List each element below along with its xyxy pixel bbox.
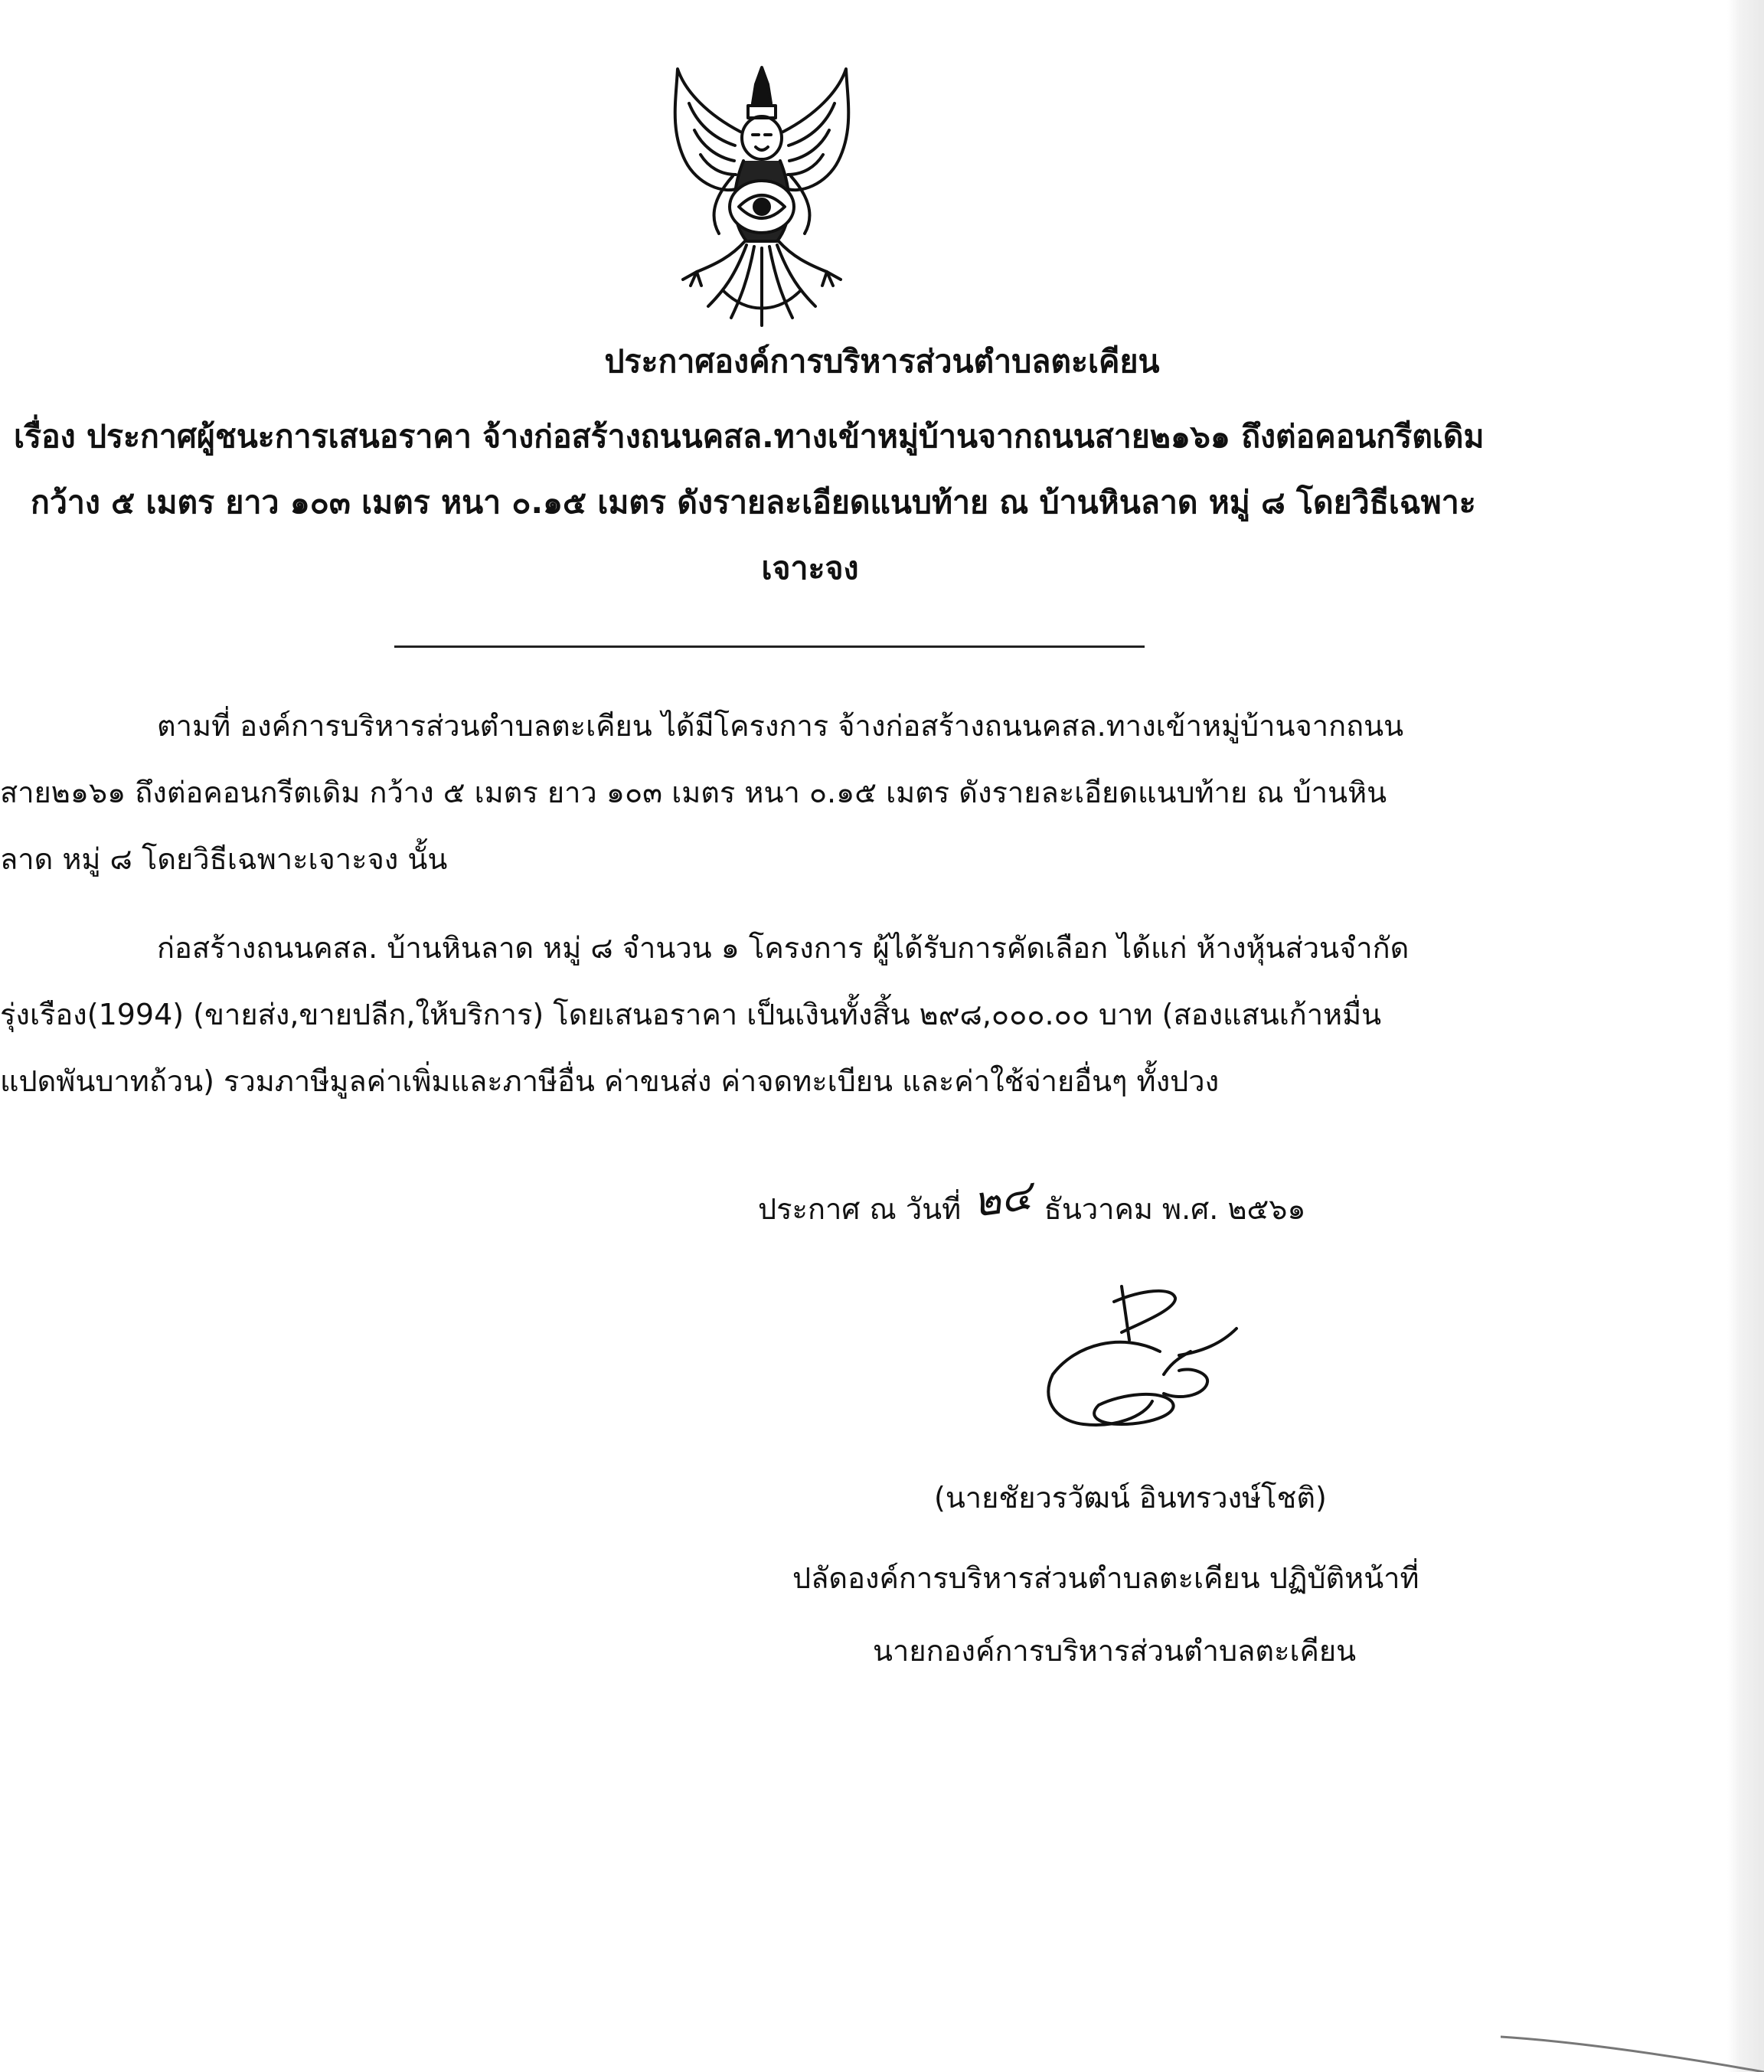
paragraph-line: สาย๒๑๖๑ ถึงต่อคอนกรีตเดิม กว้าง ๕ เมตร ยาว ๑๐๓ เมตร หนา ๐.๑๕ เมตร ดังรายละเอียดแนบท้าย ณ บ้านหิน: [0, 776, 1387, 809]
signer-name: (นายชัยวรวัฒน์ อินทรวงษ์โชติ): [934, 1481, 1327, 1515]
handwritten-signature: [1007, 1267, 1282, 1443]
handwritten-day: ๒๔: [970, 1170, 1035, 1227]
paragraph-line: แปดพันบาทถ้วน) รวมภาษีมูลค่าเพิ่มและภาษีอื่น ค่าขนส่ง ค่าจดทะเบียน และค่าใช้จ่ายอื่นๆ ทั้งปวง: [0, 1064, 1220, 1098]
announcement-body: [0, 693, 1531, 1115]
signer-title: ปลัดองค์การบริหารส่วนตำบลตะเคียน ปฏิบัติหน้าที่: [792, 1561, 1419, 1595]
subject-line: เจาะจง: [761, 550, 859, 587]
announcement-heading: ประกาศองค์การบริหารส่วนตำบลตะเคียน: [604, 343, 1160, 380]
page-corner-shadow: [1501, 2021, 1764, 2072]
announcement-subject: [14, 404, 1545, 601]
paragraph-line: ตามที่ องค์การบริหารส่วนตำบลตะเคียน ได้มีโครงการ จ้างก่อสร้างถนนคสล.ทางเข้าหมู่บ้านจากถนน: [157, 709, 1404, 743]
date-month-year: ธันวาคม พ.ศ. ๒๕๖๑: [1044, 1192, 1306, 1226]
paragraph-line: ลาด หมู่ ๘ โดยวิธีเฉพาะเจาะจง นั้น: [0, 842, 448, 876]
paragraph-line: รุ่งเรือง(1994) (ขายส่ง,ขายปลีก,ให้บริการ) โดยเสนอราคา เป็นเงินทั้งสิ้น ๒๙๘,๐๐๐.๐๐ บาท (สองแสนเก้าหมื่น: [0, 998, 1382, 1031]
date-prefix: ประกาศ ณ วันที่: [758, 1192, 962, 1226]
garuda-emblem-icon: [655, 61, 869, 337]
page-edge-shadow: [1727, 0, 1764, 2072]
subject-line: กว้าง ๕ เมตร ยาว ๑๐๓ เมตร หนา ๐.๑๕ เมตร ดังรายละเอียดแนบท้าย ณ บ้านหินลาด หมู่ ๘ โดยวิธีเฉพาะ: [31, 484, 1476, 521]
announcement-date: [758, 1172, 1306, 1237]
subject-line: เรื่อง ประกาศผู้ชนะการเสนอราคา จ้างก่อสร้างถนนคสล.ทางเข้าหมู่บ้านจากถนนสาย๒๑๖๑ ถึงต่อคอนกรีตเดิม: [14, 418, 1485, 455]
separator-line: [394, 645, 1145, 648]
signer-title: นายกองค์การบริหารส่วนตำบลตะเคียน: [873, 1634, 1357, 1668]
paragraph-line: ก่อสร้างถนนคสล. บ้านหินลาด หมู่ ๘ จำนวน ๑ โครงการ ผู้ได้รับการคัดเลือก ได้แก่ ห้างหุ้นส่วนจำกัด: [157, 931, 1410, 965]
